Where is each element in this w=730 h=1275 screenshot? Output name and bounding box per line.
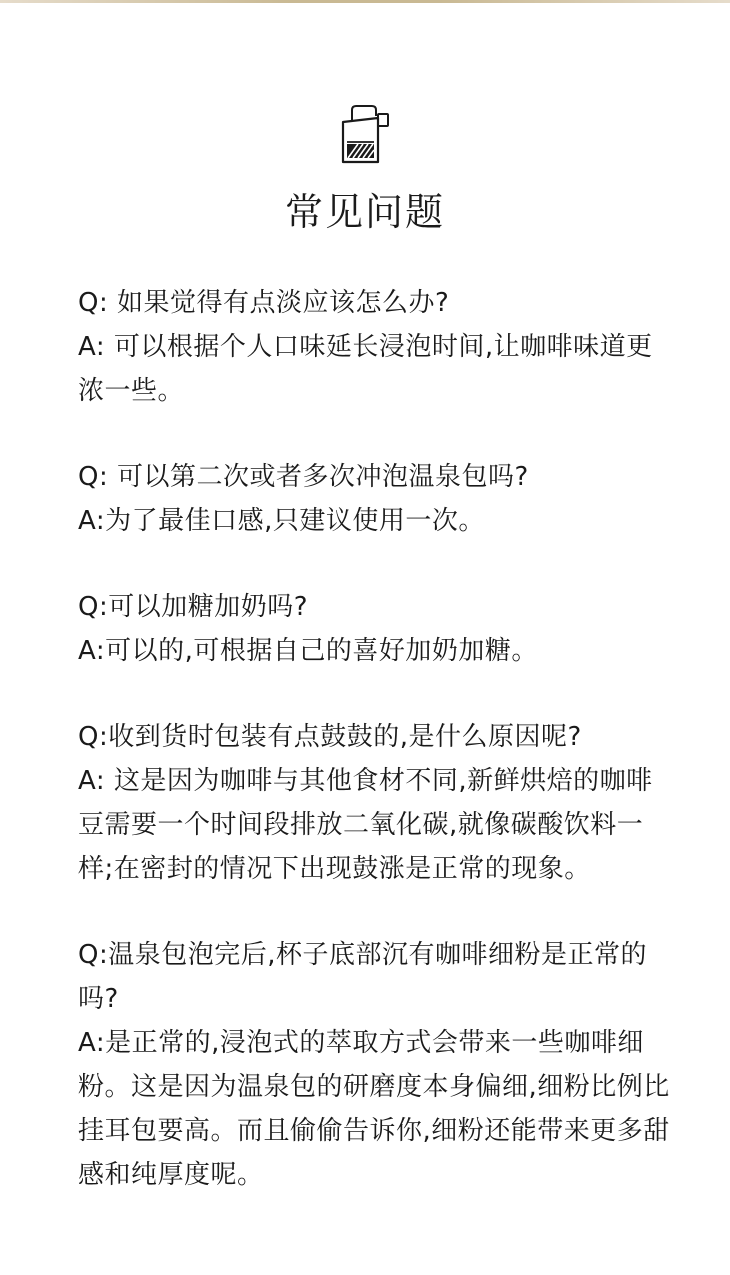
top-decorative-border xyxy=(0,0,730,3)
faq-answer: A: 这是因为咖啡与其他食材不同,新鲜烘焙的咖啡豆需要一个时间段排放二氧化碳,就像碳酸饮料一样;在密封的情况下出现鼓涨是正常的现象。 xyxy=(78,766,653,884)
faq-item xyxy=(78,715,678,891)
faq-question: Q:温泉包泡完后,杯子底部沉有咖啡细粉是正常的吗? xyxy=(78,940,647,1014)
faq-question: Q: 如果觉得有点淡应该怎么办? xyxy=(78,288,450,318)
faq-answer: A:可以的,可根据自己的喜好加奶加糖。 xyxy=(78,636,538,666)
faq-question: Q:收到货时包装有点鼓鼓的,是什么原因呢? xyxy=(78,722,582,752)
faq-answer: A:是正常的,浸泡式的萃取方式会带来一些咖啡细粉。这是因为温泉包的研磨度本身偏细,细粉比例比挂耳包要高。而且偷偷告诉你,细粉还能带来更多甜感和纯厚度呢。 xyxy=(78,1028,670,1190)
faq-question: Q:可以加糖加奶吗? xyxy=(78,592,309,622)
tea-bag-icon xyxy=(338,100,394,168)
page-title: 常见问题 xyxy=(284,190,445,234)
faq-item xyxy=(78,585,678,673)
faq-item xyxy=(78,455,678,543)
faq-item xyxy=(78,933,678,1197)
faq-item xyxy=(78,281,678,413)
faq-answer: A: 可以根据个人口味延长浸泡时间,让咖啡味道更浓一些。 xyxy=(78,332,653,406)
faq-answer: A:为了最佳口感,只建议使用一次。 xyxy=(78,506,485,536)
faq-question: Q: 可以第二次或者多次冲泡温泉包吗? xyxy=(78,462,529,492)
faq-list xyxy=(78,281,678,1239)
